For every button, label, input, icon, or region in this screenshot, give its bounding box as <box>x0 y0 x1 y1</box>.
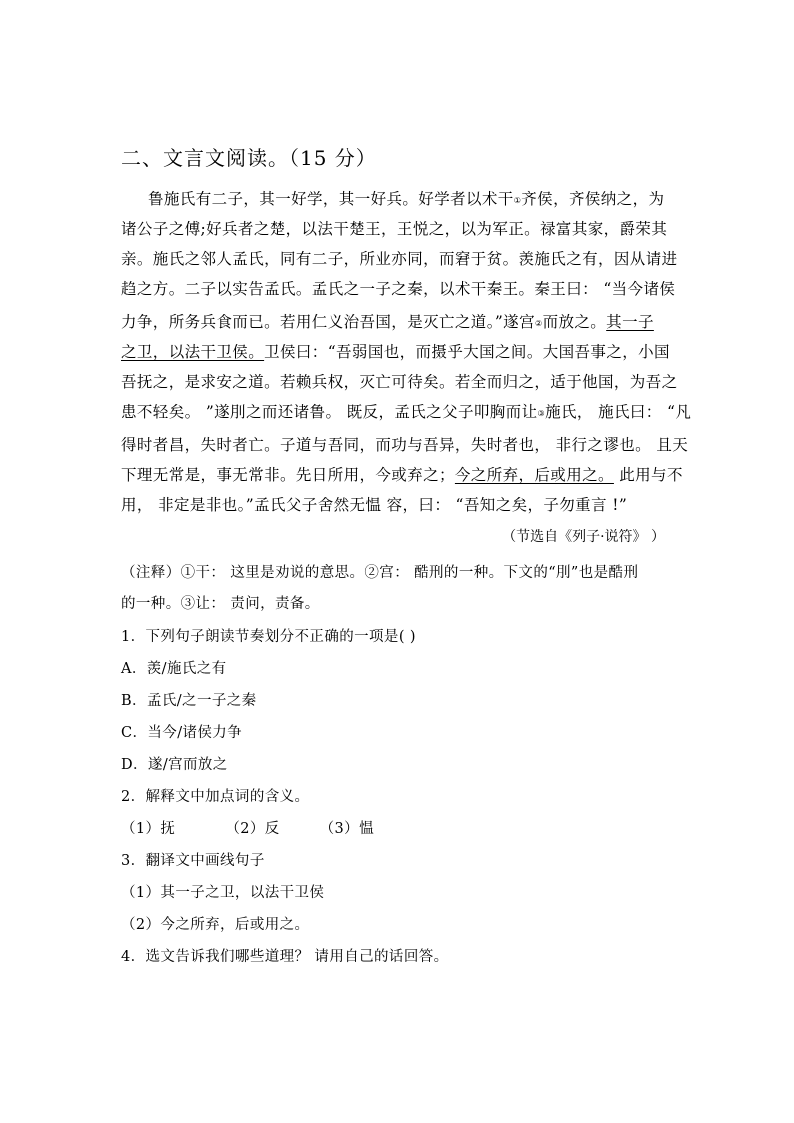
question-1-option-b: B．孟氏/之一子之秦 <box>121 693 257 709</box>
source-citation: （节选自《列子·说符》 ） <box>502 529 665 545</box>
passage-line-4: 趋之方。二子以实告孟氏。孟氏之一子之秦，以术干秦王。秦王曰： “当今诸侯 <box>121 280 676 298</box>
question-1: 1．下列句子朗读节奏划分不正确的一项是( ) <box>121 629 416 645</box>
question-2-item-3: （3）愠 <box>319 821 374 837</box>
passage-text: 鲁施氏有二子，其一好学，其一好兵。好学者以术干 <box>148 190 514 208</box>
passage-text: 卫侯曰：“吾弱国也，而摄乎大国之间。大国吾事之，小国 <box>264 343 670 361</box>
section-title: 二、文言文阅读。（15 分） <box>121 146 377 170</box>
passage-text: 患不轻矣。 ”遂刖之而还诸鲁。 既反，孟氏之父子叩胸而让 <box>121 403 538 421</box>
question-2: 2．解释文中加点词的含义。 <box>121 789 310 805</box>
passage-line-5 <box>121 310 654 332</box>
footnote-mark-2: ② <box>534 319 543 328</box>
passage-text: 力争，所务兵食而已。若用仁义治吾国，是灭亡之道。”遂宫 <box>121 313 535 331</box>
underlined-sentence: 今之所弃，后或用之。 <box>454 466 614 484</box>
question-2-item-1: （1）抚 <box>121 821 176 837</box>
question-3-item-2: （2）今之所弃，后或用之。 <box>121 917 310 933</box>
passage-text: 下理无常是，事无常非。先日所用，今或弃之； <box>121 466 455 484</box>
underlined-sentence-part: 其一子 <box>606 313 654 331</box>
notes-line-1: （注释）①干： 这里是劝说的意思。②宫： 酷刑的一种。下文的“刖”也是酷刑 <box>121 565 639 581</box>
passage-line-1 <box>148 187 664 209</box>
passage-line-7: 吾抚之，是求安之道。若赖兵权，灭亡可待矣。若全而归之，适于他国，为吾之 <box>121 373 678 391</box>
footnote-mark-1: ① <box>513 196 522 205</box>
question-1-option-d: D．遂/宫而放之 <box>121 757 228 773</box>
passage-line-8 <box>121 400 691 422</box>
passage-text: 齐侯，齐侯纳之，为 <box>521 190 665 208</box>
passage-line-10 <box>121 463 683 485</box>
passage-line-3: 亲。施氏之邻人孟氏，同有二子，所业亦同，而窘于贫。羡施氏之有，因从请进 <box>121 250 678 268</box>
passage-line-11: 用， 非定是非也。”孟氏父子舍然无愠 容，曰： “吾知之矣，子勿重言 !” <box>121 496 628 514</box>
question-2-item-2: （2）反 <box>225 821 280 837</box>
notes-line-2: 的一种。③让： 责问，责备。 <box>121 596 320 612</box>
passage-text: 而放之。 <box>542 313 607 331</box>
question-1-option-a: A．羡/施氏之有 <box>121 661 227 677</box>
question-3-item-1: （1）其一子之卫，以法干卫侯 <box>121 885 325 901</box>
underlined-sentence-part: 之卫，以法干卫侯。 <box>121 343 265 361</box>
passage-text: 施氏， 施氏曰： “凡 <box>545 403 692 421</box>
passage-line-9: 得时者昌，失时者亡。子道与吾同，而功与吾异，失时者也， 非行之谬也。 且天 <box>121 436 689 454</box>
question-4: 4．选文告诉我们哪些道理？ 请用自己的话回答。 <box>121 949 449 965</box>
passage-line-2: 诸公子之傅;好兵者之楚，以法干楚王，王悦之，以为军正。禄富其家，爵荣其 <box>121 220 668 238</box>
passage-text: 此用与不 <box>613 466 683 484</box>
question-1-option-c: C．当今/诸侯力争 <box>121 725 243 741</box>
footnote-mark-3: ③ <box>537 409 546 418</box>
passage-line-6 <box>121 340 670 362</box>
question-3: 3．翻译文中画线句子 <box>121 853 265 869</box>
question-2-items <box>121 817 374 838</box>
